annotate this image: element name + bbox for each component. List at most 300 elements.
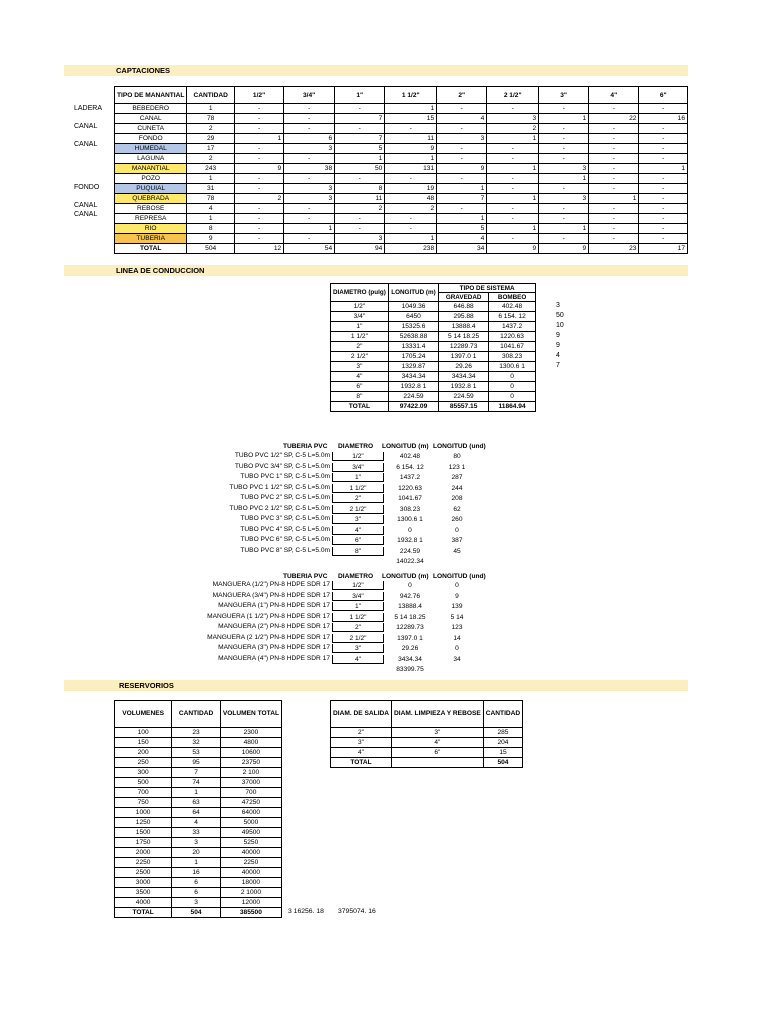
cap-header-cell: 2" — [437, 87, 487, 104]
res-cell: 1 — [172, 858, 221, 868]
pipe-length-und: 0 — [455, 582, 459, 589]
cap-header-cell: 1/2" — [234, 87, 283, 104]
tubo-header-longitud-und: LONGITUD (und) — [433, 443, 486, 450]
cap-value-cell: - — [385, 174, 437, 184]
res-header-cell: CANTIDAD — [172, 701, 221, 728]
res-cell: 2 1000 — [220, 888, 281, 898]
pipe-label: TUBO PVC 6" SP, C-5 L=5.0m — [240, 536, 330, 543]
res-cell: 64 — [172, 808, 221, 818]
mang-header-longitud-m: LONGITUD (m) — [382, 573, 429, 580]
dia-cell: 4" — [331, 748, 392, 758]
res-cell: 2500 — [115, 868, 172, 878]
cap-value-cell: - — [234, 104, 283, 114]
lc-cell: 29.26 — [439, 362, 489, 372]
cap-value-cell: 2 — [335, 204, 385, 214]
cap-value-cell: - — [335, 224, 385, 234]
cap-value-cell: - — [284, 154, 335, 164]
pipe-diameter: 1/2" — [332, 452, 384, 461]
cap-value-cell: - — [639, 104, 688, 114]
table-row — [331, 332, 536, 342]
cap-value-cell: - — [234, 184, 283, 194]
pipe-length-und: 34 — [453, 655, 461, 663]
pipe-length-und: 139 — [451, 603, 463, 610]
cap-value-cell: - — [437, 144, 487, 154]
pipe-label: MANGUERA (3") PN-8 HDPE SDR 17 — [218, 644, 330, 651]
lc-cell: 2" — [331, 342, 389, 352]
cap-value-cell: 8 — [187, 224, 235, 234]
table-row — [115, 154, 688, 164]
res-cell: 2250 — [220, 858, 281, 868]
pipe-length-m: 5 14 18.25 — [394, 613, 426, 621]
section-band-reservorios — [64, 680, 688, 691]
lc-extra-value: 4 — [556, 352, 560, 359]
cap-value-cell: 238 — [385, 244, 437, 254]
cap-value-cell: - — [487, 154, 539, 164]
pipe-length-m: 12289.73 — [396, 624, 424, 631]
table-row — [115, 124, 688, 134]
pipe-label: TUBO PVC 1" SP, C-5 L=5.0m — [240, 473, 330, 480]
cap-value-cell: - — [589, 174, 639, 184]
table-row — [331, 758, 523, 768]
pipe-label: TUBO PVC 3" SP, C-5 L=5.0m — [240, 515, 330, 522]
cap-tipo-cell: REBOSE — [115, 204, 187, 214]
cap-value-cell: - — [539, 104, 589, 114]
cap-header-cell: TIPO DE MANANTIAL — [115, 87, 187, 104]
cap-value-cell: 6 — [284, 134, 335, 144]
lc-cell: 308.23 — [489, 352, 536, 362]
res-header-cell: VOLUMENES — [115, 701, 172, 728]
res-cell: 74 — [172, 778, 221, 788]
cap-value-cell: 94 — [335, 244, 385, 254]
cap-tipo-cell: QUEBRADA — [115, 194, 187, 204]
table-row — [115, 878, 282, 888]
lc-cell: 1932.8 1 — [388, 382, 438, 392]
pipe-length-und: 45 — [453, 547, 461, 555]
cap-value-cell: 1 — [234, 134, 283, 144]
cap-value-cell: - — [589, 184, 639, 194]
dia-cell: 204 — [483, 738, 522, 748]
pipe-length-und: 287 — [451, 474, 463, 481]
pipe-diameter: 3" — [332, 515, 384, 524]
cap-value-cell: 2 — [385, 204, 437, 214]
cap-value-cell: 54 — [284, 244, 335, 254]
cap-value-cell: - — [385, 124, 437, 134]
pipe-length-m: 1300.6 1 — [397, 516, 423, 523]
res-cell: 1750 — [115, 838, 172, 848]
lc-cell: 52638.88 — [388, 332, 438, 342]
cap-value-cell: - — [284, 114, 335, 124]
res-cell: 700 — [115, 788, 172, 798]
cap-value-cell: - — [639, 174, 688, 184]
cap-value-cell: 31 — [187, 184, 235, 194]
lc-cell: 224.59 — [388, 392, 438, 402]
pipe-total: 14022.34 — [396, 558, 424, 565]
cap-value-cell: 1 — [187, 214, 235, 224]
pipe-diameter: 1 1/2" — [332, 484, 384, 493]
cap-value-cell: 1 — [385, 234, 437, 244]
linea-conduccion-table — [330, 283, 536, 412]
cap-value-cell: 3 — [539, 194, 589, 204]
table-row — [115, 908, 282, 918]
section-title-linea: LINEA DE CONDUCCION — [116, 266, 205, 275]
res-header-cell: VOLUMEN TOTAL — [220, 701, 281, 728]
table-row — [115, 214, 688, 224]
cap-value-cell: - — [487, 174, 539, 184]
pipe-diameter: 4" — [332, 526, 384, 535]
res-cell: 6 — [172, 888, 221, 898]
lc-extra-value: 9 — [556, 332, 560, 339]
cap-value-cell: 19 — [385, 184, 437, 194]
cap-value-cell: 2 — [187, 124, 235, 134]
lc-cell: 1" — [331, 322, 389, 332]
cap-value-cell: - — [589, 134, 639, 144]
cap-value-cell: - — [589, 104, 639, 114]
cap-value-cell: - — [639, 224, 688, 234]
lc-cell: 13888.4 — [439, 322, 489, 332]
pipe-length-m: 1041.67 — [398, 495, 422, 502]
cap-value-cell: 3 — [284, 194, 335, 204]
cap-tipo-cell: FONDO — [115, 134, 187, 144]
cap-value-cell: 1 — [284, 224, 335, 234]
res-extra-1: 3 16256. 18 — [288, 908, 324, 915]
table-row — [115, 174, 688, 184]
lc-cell: 2 1/2" — [331, 352, 389, 362]
cap-value-cell: 78 — [187, 114, 235, 124]
table-row — [115, 114, 688, 124]
table-row — [331, 392, 536, 402]
cap-value-cell: - — [487, 214, 539, 224]
table-row — [115, 788, 282, 798]
lc-cell: 6 154. 12 — [489, 312, 536, 322]
cap-tipo-cell: TOTAL — [115, 244, 187, 254]
pipe-label: TUBO PVC 4" SP, C-5 L=5.0m — [240, 525, 330, 533]
cap-value-cell: - — [284, 124, 335, 134]
cap-value-cell: - — [589, 164, 639, 174]
pipe-label: MANGUERA (1") PN-8 HDPE SDR 17 — [218, 602, 330, 609]
lc-cell: 1049.36 — [388, 302, 438, 312]
cap-value-cell: - — [589, 144, 639, 154]
cap-value-cell: 34 — [437, 244, 487, 254]
pipe-diameter: 2 1/2" — [332, 634, 384, 643]
pipe-length-m: 6 154. 12 — [396, 463, 424, 471]
pipe-length-m: 402.48 — [399, 453, 421, 460]
pipe-diameter: 6" — [332, 536, 384, 545]
table-row — [331, 312, 536, 322]
lc-cell: 0 — [489, 372, 536, 382]
cap-header-cell: 4" — [589, 87, 639, 104]
dia-cell: 504 — [483, 758, 522, 768]
res-cell: 200 — [115, 748, 172, 758]
side-label: FONDO — [74, 184, 100, 191]
cap-value-cell: 1 — [539, 114, 589, 124]
dia-cell: 4" — [392, 738, 484, 748]
lc-cell: 97422.09 — [388, 402, 438, 412]
lc-header-longitud: LONGITUD (m) — [388, 284, 438, 302]
cap-value-cell: - — [234, 114, 283, 124]
pipe-label: TUBO PVC 2 1/2" SP, C-5 L=5.0m — [229, 504, 330, 512]
table-row — [115, 808, 282, 818]
res-cell: 1 — [172, 788, 221, 798]
res-cell: 1250 — [115, 818, 172, 828]
cap-value-cell: - — [284, 214, 335, 224]
lc-cell: 1041.67 — [489, 342, 536, 352]
lc-cell: 0 — [489, 392, 536, 402]
table-row — [331, 402, 536, 412]
table-row — [115, 868, 282, 878]
table-row — [331, 362, 536, 372]
table-row — [115, 748, 282, 758]
cap-value-cell: - — [589, 234, 639, 244]
res-cell: 4 — [172, 818, 221, 828]
table-row — [115, 194, 688, 204]
dia-cell: 6" — [392, 748, 484, 758]
pipe-length-m: 13888.4 — [398, 603, 422, 610]
cap-value-cell: 243 — [187, 164, 235, 174]
pipe-diameter: 2 1/2" — [332, 505, 384, 514]
table-row — [331, 748, 523, 758]
res-cell: 40000 — [220, 848, 281, 858]
cap-value-cell: 1 — [437, 214, 487, 224]
cap-value-cell: 29 — [187, 134, 235, 144]
lc-cell: 1437.2 — [489, 322, 536, 332]
cap-value-cell: - — [234, 214, 283, 224]
mang-header-longitud-und: LONGITUD (und) — [433, 573, 486, 580]
table-row — [115, 738, 282, 748]
pipe-length-und: 244 — [451, 484, 463, 492]
cap-value-cell: 3 — [437, 134, 487, 144]
lc-cell: 5 14 18.25 — [439, 332, 489, 342]
lc-cell: 1932.8 1 — [439, 382, 489, 392]
pipe-length-und: 387 — [451, 537, 463, 544]
cap-value-cell: 23 — [589, 244, 639, 254]
pipe-length-und: 5 14 — [450, 613, 464, 621]
cap-value-cell: - — [539, 154, 589, 164]
lc-cell: 1300.6 1 — [489, 362, 536, 372]
cap-value-cell: 3 — [284, 184, 335, 194]
cap-value-cell: - — [589, 154, 639, 164]
tubo-header-tuberia: TUBERIA PVC — [283, 443, 328, 450]
cap-value-cell: - — [437, 154, 487, 164]
res-cell: 2300 — [220, 728, 281, 738]
cap-value-cell: 11 — [385, 134, 437, 144]
cap-value-cell: 11 — [335, 194, 385, 204]
pipe-diameter: 4" — [332, 655, 384, 664]
pipe-length-und: 123 1 — [448, 463, 466, 471]
dia-cell: 15 — [483, 748, 522, 758]
side-label: CANAL — [74, 211, 98, 218]
pipe-label: TUBO PVC 1/2" SP, C-5 L=5.0m — [234, 452, 330, 459]
lc-extra-value: 7 — [556, 362, 560, 369]
lc-header-tipo: TIPO DE SISTEMA — [439, 284, 536, 293]
lc-extra-value: 3 — [556, 302, 560, 309]
pipe-diameter: 1/2" — [332, 581, 384, 590]
lc-cell: 402.48 — [489, 302, 536, 312]
cap-header-cell: 6" — [639, 87, 688, 104]
section-title-captaciones: CAPTACIONES — [116, 66, 171, 75]
pipe-label: MANGUERA (1 1/2") PN-8 HDPE SDR 17 — [207, 612, 330, 620]
lc-cell: 12289.73 — [439, 342, 489, 352]
cap-value-cell: - — [539, 234, 589, 244]
pipe-length-und: 0 — [455, 526, 459, 534]
pipe-length-m: 0 — [408, 582, 412, 589]
side-label: CANAL — [74, 141, 98, 148]
cap-tipo-cell: CANAL — [115, 114, 187, 124]
res-cell: 32 — [172, 738, 221, 748]
pipe-length-und: 208 — [451, 495, 463, 502]
lc-cell: 224.59 — [439, 392, 489, 402]
table-row — [331, 372, 536, 382]
res-cell: 7 — [172, 768, 221, 778]
res-cell: 300 — [115, 768, 172, 778]
cap-value-cell: 9 — [234, 164, 283, 174]
cap-value-cell: 1 — [385, 104, 437, 114]
cap-value-cell: 38 — [284, 164, 335, 174]
side-label: LADERA — [74, 105, 103, 112]
cap-value-cell: 3 — [284, 144, 335, 154]
cap-value-cell: 22 — [589, 114, 639, 124]
cap-value-cell: 17 — [639, 244, 688, 254]
lc-cell: 6" — [331, 382, 389, 392]
cap-value-cell: - — [487, 234, 539, 244]
pipe-length-m: 1397.0 1 — [397, 634, 423, 642]
pipe-length-m: 3434.34 — [398, 655, 422, 663]
res-cell: 750 — [115, 798, 172, 808]
cap-value-cell: 1 — [487, 224, 539, 234]
cap-value-cell: 504 — [187, 244, 235, 254]
cap-value-cell: - — [284, 174, 335, 184]
pipe-length-und: 80 — [453, 453, 461, 460]
dia-cell — [392, 758, 484, 768]
lc-extra-value: 9 — [556, 342, 560, 349]
res-cell: 2250 — [115, 858, 172, 868]
cap-value-cell: 5 — [335, 144, 385, 154]
lc-cell: 13331.4 — [388, 342, 438, 352]
cap-value-cell: - — [589, 214, 639, 224]
cap-value-cell: - — [639, 234, 688, 244]
section-band-linea — [64, 265, 688, 276]
cap-value-cell: - — [284, 104, 335, 114]
cap-tipo-cell: POZO — [115, 174, 187, 184]
cap-tipo-cell: RIO — [115, 224, 187, 234]
pipe-label: MANGUERA (1/2") PN-8 HDPE SDR 17 — [212, 581, 330, 588]
cap-value-cell: 1 — [639, 164, 688, 174]
pipe-diameter: 1 1/2" — [332, 613, 384, 622]
pipe-label: TUBO PVC 8" SP, C-5 L=5.0m — [240, 546, 330, 554]
dia-header-cell: CANTIDAD — [483, 701, 522, 728]
pipe-diameter: 8" — [332, 547, 384, 556]
res-cell: 33 — [172, 828, 221, 838]
cap-tipo-cell: REPRESA — [115, 214, 187, 224]
cap-tipo-cell: PUQUIAL — [115, 184, 187, 194]
res-cell: 1500 — [115, 828, 172, 838]
table-row — [115, 798, 282, 808]
cap-value-cell: 2 — [187, 154, 235, 164]
lc-cell: 3434.34 — [439, 372, 489, 382]
captaciones-header-row — [115, 87, 688, 104]
table-row — [115, 234, 688, 244]
cap-header-cell: CANTIDAD — [187, 87, 235, 104]
lc-extra-value: 50 — [556, 312, 564, 319]
lc-cell: 1/2" — [331, 302, 389, 312]
cap-value-cell: 3 — [539, 164, 589, 174]
cap-value-cell: - — [437, 204, 487, 214]
table-row — [331, 302, 536, 312]
table-row — [115, 898, 282, 908]
lc-cell: 3" — [331, 362, 389, 372]
cap-value-cell: - — [385, 214, 437, 224]
pipe-diameter: 2" — [332, 494, 384, 503]
res-cell: 95 — [172, 758, 221, 768]
pipe-diameter: 3" — [332, 644, 384, 653]
dia-cell: TOTAL — [331, 758, 392, 768]
cap-tipo-cell: CUNETA — [115, 124, 187, 134]
cap-value-cell: 1 — [539, 224, 589, 234]
pipe-length-und: 14 — [453, 634, 461, 642]
cap-value-cell: - — [487, 204, 539, 214]
cap-value-cell: - — [284, 234, 335, 244]
pipe-length-und: 62 — [453, 505, 461, 513]
res-extra-2: 3795074. 16 — [338, 908, 376, 915]
lc-cell: 6450 — [388, 312, 438, 322]
res-cell: 3500 — [115, 888, 172, 898]
res-cell: 64000 — [220, 808, 281, 818]
pipe-label: MANGUERA (2 1/2") PN-8 HDPE SDR 17 — [207, 633, 330, 641]
lc-cell: 1329.87 — [388, 362, 438, 372]
res-cell: 37000 — [220, 778, 281, 788]
lc-cell: 1397.0 1 — [439, 352, 489, 362]
res-cell: 504 — [172, 908, 221, 918]
cap-header-cell: 2 1/2" — [487, 87, 539, 104]
dia-cell: 285 — [483, 728, 522, 738]
table-row — [115, 828, 282, 838]
res-cell: 53 — [172, 748, 221, 758]
table-row — [115, 778, 282, 788]
res-cell: 10600 — [220, 748, 281, 758]
cap-value-cell: - — [639, 144, 688, 154]
cap-value-cell: 2 — [487, 124, 539, 134]
cap-header-cell: 3" — [539, 87, 589, 104]
cap-value-cell: - — [539, 214, 589, 224]
table-row — [115, 144, 688, 154]
cap-value-cell: - — [234, 234, 283, 244]
pipe-length-m: 1437.2 — [399, 474, 421, 481]
cap-value-cell: 2 — [234, 194, 283, 204]
res-cell: 3 — [172, 838, 221, 848]
cap-tipo-cell: MANANTIAL — [115, 164, 187, 174]
res-cell: 385500 — [220, 908, 281, 918]
table-row — [115, 768, 282, 778]
res-cell: 23750 — [220, 758, 281, 768]
cap-value-cell: - — [437, 174, 487, 184]
lc-cell: TOTAL — [331, 402, 389, 412]
res-cell: 23 — [172, 728, 221, 738]
cap-value-cell: - — [639, 124, 688, 134]
res-cell: 100 — [115, 728, 172, 738]
lc-cell: 1220.63 — [489, 332, 536, 342]
res-cell: 18000 — [220, 878, 281, 888]
lc-header-bombeo: BOMBEO — [489, 293, 536, 302]
cap-value-cell: - — [539, 184, 589, 194]
lc-cell: 85557.15 — [439, 402, 489, 412]
res-cell: 1000 — [115, 808, 172, 818]
dia-header-cell: DIAM. DE SALIDA — [331, 701, 392, 728]
pipe-length-m: 29.26 — [401, 645, 419, 652]
cap-value-cell: 7 — [437, 194, 487, 204]
cap-value-cell: - — [539, 204, 589, 214]
cap-value-cell: 1 — [539, 174, 589, 184]
cap-tipo-cell: LAGUNA — [115, 154, 187, 164]
dia-cell: 3" — [392, 728, 484, 738]
